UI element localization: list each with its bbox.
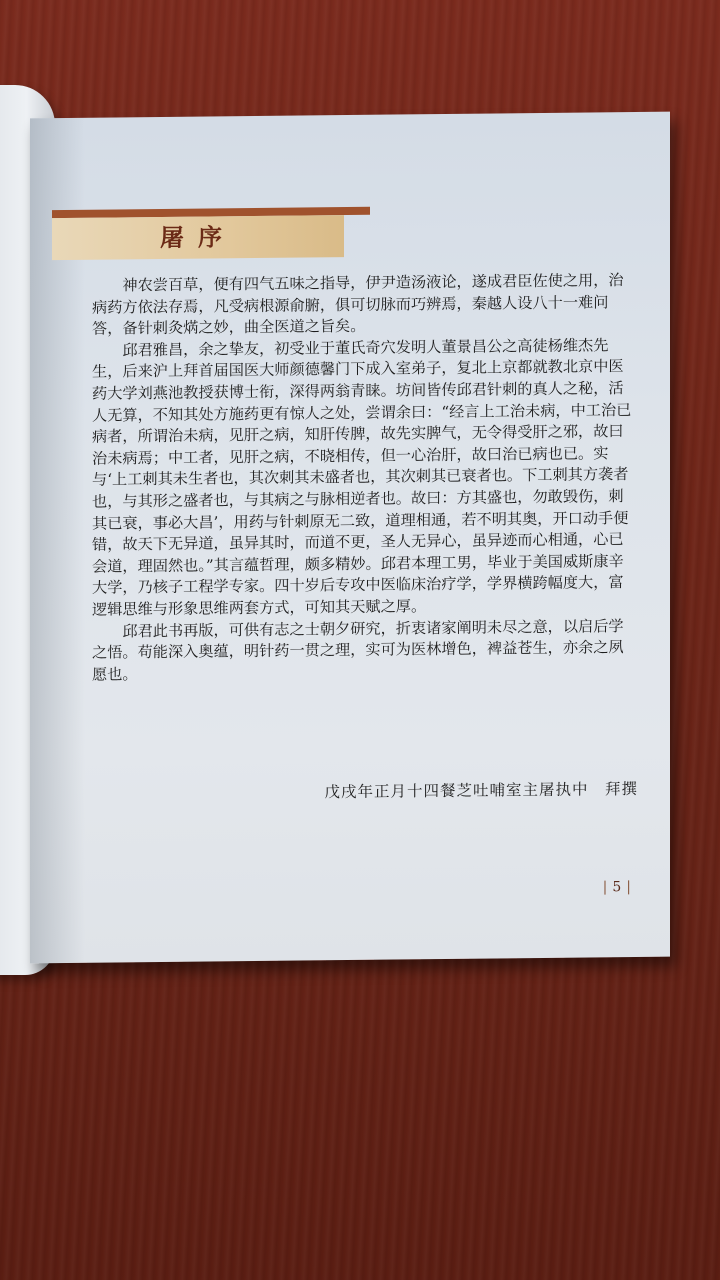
signature-line: 戊戌年正月十四餐芝吐哺室主屠执中 拜撰 (324, 779, 638, 802)
page-title: 屠序 (160, 222, 236, 252)
page-number: | 5 | (598, 879, 636, 895)
book-page (30, 112, 670, 964)
paragraph-2: 邱君雅昌，余之挚友，初受业于董氏奇穴发明人董景昌公之高徒杨维杰先生，后来沪上拜首届国医大师颜德馨门下成入室弟子，复北上京都就教北京中医药大学刘燕池教授获博士衔，深得两翁青睐。坊间皆传邱君针刺的真人之秘，活人无算，不知其处方施药更有惊人之处，尝谓余曰：“经言上工治未病，中工治已病者，所谓治未病，见肝之病，知肝传脾，故先实脾气，无令得受肝之邪，故曰治未病焉；中工者，见肝之病，不晓相传，但一心治肝，故曰治已病也已。实与‘上工刺其未生者也，其次刺其未盛者也，其次刺其已衰者也。下工刺其方袭者也，与其形之盛者也，与其病之与脉相逆者也。故曰：方其盛也，勿敢毁伤，刺其已衰，事必大昌’，用药与针刺原无二致，道理相通，若不明其奥，开口动手便错，故天下无异道，虽异其时，而道不更，圣人无异心，虽异迹而心相通，心已会道，理固然也。”其言蕴哲理，颇多精妙。邱君本理工男，毕业于美国威斯康辛大学，乃核子工程学专家。四十岁后专攻中医临床治疗学，学界横跨幅度大，富逻辑思维与形象思维两套方式，可知其天赋之厚。 (92, 336, 632, 619)
paragraph-3: 邱君此书再版，可供有志之士朝夕研究，折衷诸家阐明未尽之意，以启后学之悟。苟能深入奥蕴，明针药一贯之理，实可为医林增色，裨益苍生，亦余之夙愿也。 (92, 616, 624, 684)
preface-body (92, 270, 632, 686)
paragraph-1: 神农尝百草，便有四气五味之指导，伊尹造汤液论，遂成君臣佐使之用，治病药方依法存焉，凡受病根源俞腑，俱可切脉而巧辨焉，秦越人设八十一难问答，备针刺灸焫之妙，曲全医道之旨矣。 (92, 271, 624, 338)
